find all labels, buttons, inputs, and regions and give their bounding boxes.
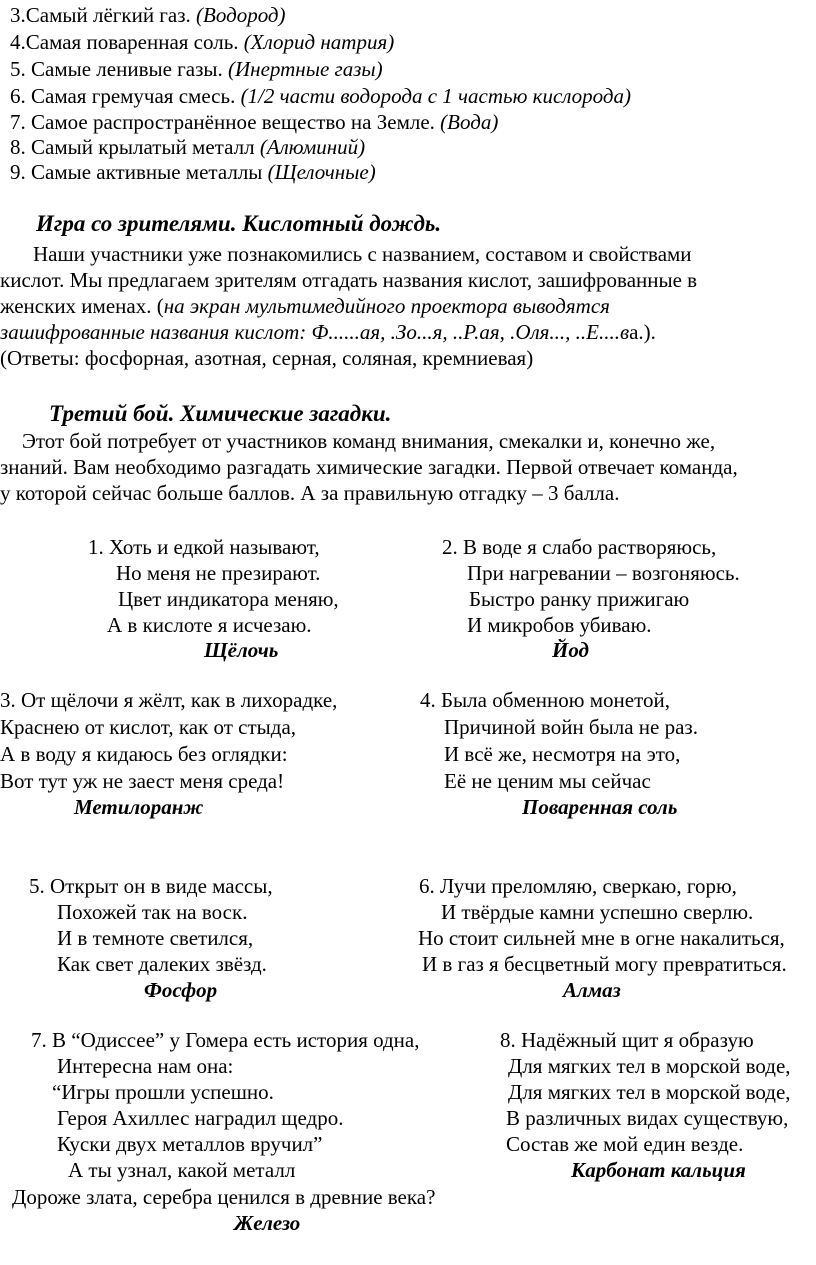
riddle-line: Куски двух металлов вручил” <box>57 1132 323 1156</box>
riddle-line: Для мягких тел в морской воде, <box>508 1080 791 1104</box>
riddle-answer: Метилоранж <box>74 795 204 819</box>
game-text: кислот. Мы предлагаем зрителям отгадать названия кислот, зашифрованные в <box>0 268 698 292</box>
riddle-line: Вот тут уж не заест меня среда! <box>0 769 285 793</box>
riddle-line: Как свет далеких звёзд. <box>57 952 267 976</box>
riddle-line: А в воду я кидаюсь без оглядки: <box>0 742 288 766</box>
riddle-line: И в темноте светился, <box>57 926 254 950</box>
riddle-answer: Щёлочь <box>204 638 279 662</box>
riddle-line: Краснею от кислот, как от стыда, <box>0 715 297 739</box>
riddle-line: Героя Ахиллес наградил щедро. <box>57 1106 344 1130</box>
game-text: женских именах. (на экран мультимедийного проектора выводятся <box>0 294 610 318</box>
riddle-line: А ты узнал, какой металл <box>68 1158 296 1182</box>
riddle-line: И микробов убиваю. <box>467 613 652 637</box>
riddle-line: 1. Хоть и едкой называют, <box>88 535 320 559</box>
game-answers: (Ответы: фосфорная, азотная, серная, соляная, кремниевая) <box>0 346 534 370</box>
riddle-answer: Карбонат кальция <box>571 1158 746 1182</box>
superlative-item: 6. Самая гремучая смесь. (1/2 части водорода с 1 частью кислорода) <box>10 84 632 108</box>
superlative-item: 3.Самый лёгкий газ. (Водород) <box>10 3 286 27</box>
game-heading: Игра со зрителями. Кислотный дождь. <box>36 211 442 236</box>
riddle-line: 8. Надёжный щит я образую <box>500 1028 754 1052</box>
riddle-line: 2. В воде я слабо растворяюсь, <box>442 535 717 559</box>
superlative-item: 8. Самый крылатый металл (Алюминий) <box>10 135 366 159</box>
riddle-line: 3. От щёлочи я жёлт, как в лихорадке, <box>0 688 338 712</box>
riddle-line: В различных видах существую, <box>506 1106 789 1130</box>
superlative-item: 9. Самые активные металлы (Щелочные) <box>10 160 376 184</box>
superlative-item: 4.Самая поваренная соль. (Хлорид натрия) <box>10 30 395 54</box>
riddle-line: И в газ я бесцветный могу превратиться. <box>422 952 787 976</box>
riddle-line: Похожей так на воск. <box>57 900 248 924</box>
riddle-line: “Игры прошли успешно. <box>52 1080 274 1104</box>
riddle-line: Но стоит сильней мне в огне накалиться, <box>418 926 785 950</box>
battle-text: знаний. Вам необходимо разгадать химические загадки. Первой отвечает команда, <box>0 455 738 479</box>
riddle-line: Но меня не презирают. <box>116 561 321 585</box>
riddle-line: Состав же мой един везде. <box>506 1132 744 1156</box>
riddle-line: Дороже злата, серебра ценился в древние века? <box>12 1185 436 1209</box>
riddle-line: При нагревании – возгоняюсь. <box>467 561 740 585</box>
battle-heading: Третий бой. Химические загадки. <box>49 401 392 426</box>
riddle-line: Для мягких тел в морской воде, <box>508 1054 791 1078</box>
riddle-line: 7. В “Одиссее” у Гомера есть история одна, <box>31 1028 420 1052</box>
riddle-line: Причиной войн была не раз. <box>444 715 698 739</box>
riddle-line: И всё же, несмотря на это, <box>444 742 681 766</box>
superlative-item: 5. Самые ленивые газы. (Инертные газы) <box>10 57 383 81</box>
game-text: зашифрованные названия кислот: Ф......ая, .Зо...я, ..Р.ая, .Оля..., ..Е....ва.). <box>0 320 656 344</box>
riddle-answer: Поваренная соль <box>522 795 678 819</box>
battle-text: у которой сейчас больше баллов. А за правильную отгадку – 3 балла. <box>0 481 620 505</box>
riddle-answer: Йод <box>552 638 589 662</box>
riddle-answer: Алмаз <box>563 978 621 1002</box>
riddle-line: Интересна нам она: <box>57 1054 234 1078</box>
riddle-line: А в кислоте я исчезаю. <box>107 613 312 637</box>
riddle-line: Цвет индикатора меняю, <box>118 587 339 611</box>
riddle-answer: Железо <box>234 1211 301 1235</box>
riddle-line: 4. Была обменною монетой, <box>420 688 670 712</box>
riddle-line: 5. Открыт он в виде массы, <box>29 874 273 898</box>
game-text: Наши участники уже познакомились с названием, составом и свойствами <box>33 242 692 266</box>
superlative-item: 7. Самое распространённое вещество на Земле. (Вода) <box>10 110 499 134</box>
riddle-line: Быстро ранку прижигаю <box>469 587 690 611</box>
riddle-line: Её не ценим мы сейчас <box>444 769 651 793</box>
riddle-answer: Фосфор <box>144 978 218 1002</box>
riddle-line: И твёрдые камни успешно сверлю. <box>441 900 754 924</box>
riddle-line: 6. Лучи преломляю, сверкаю, горю, <box>419 874 737 898</box>
battle-text: Этот бой потребует от участников команд внимания, смекалки и, конечно же, <box>22 429 716 453</box>
